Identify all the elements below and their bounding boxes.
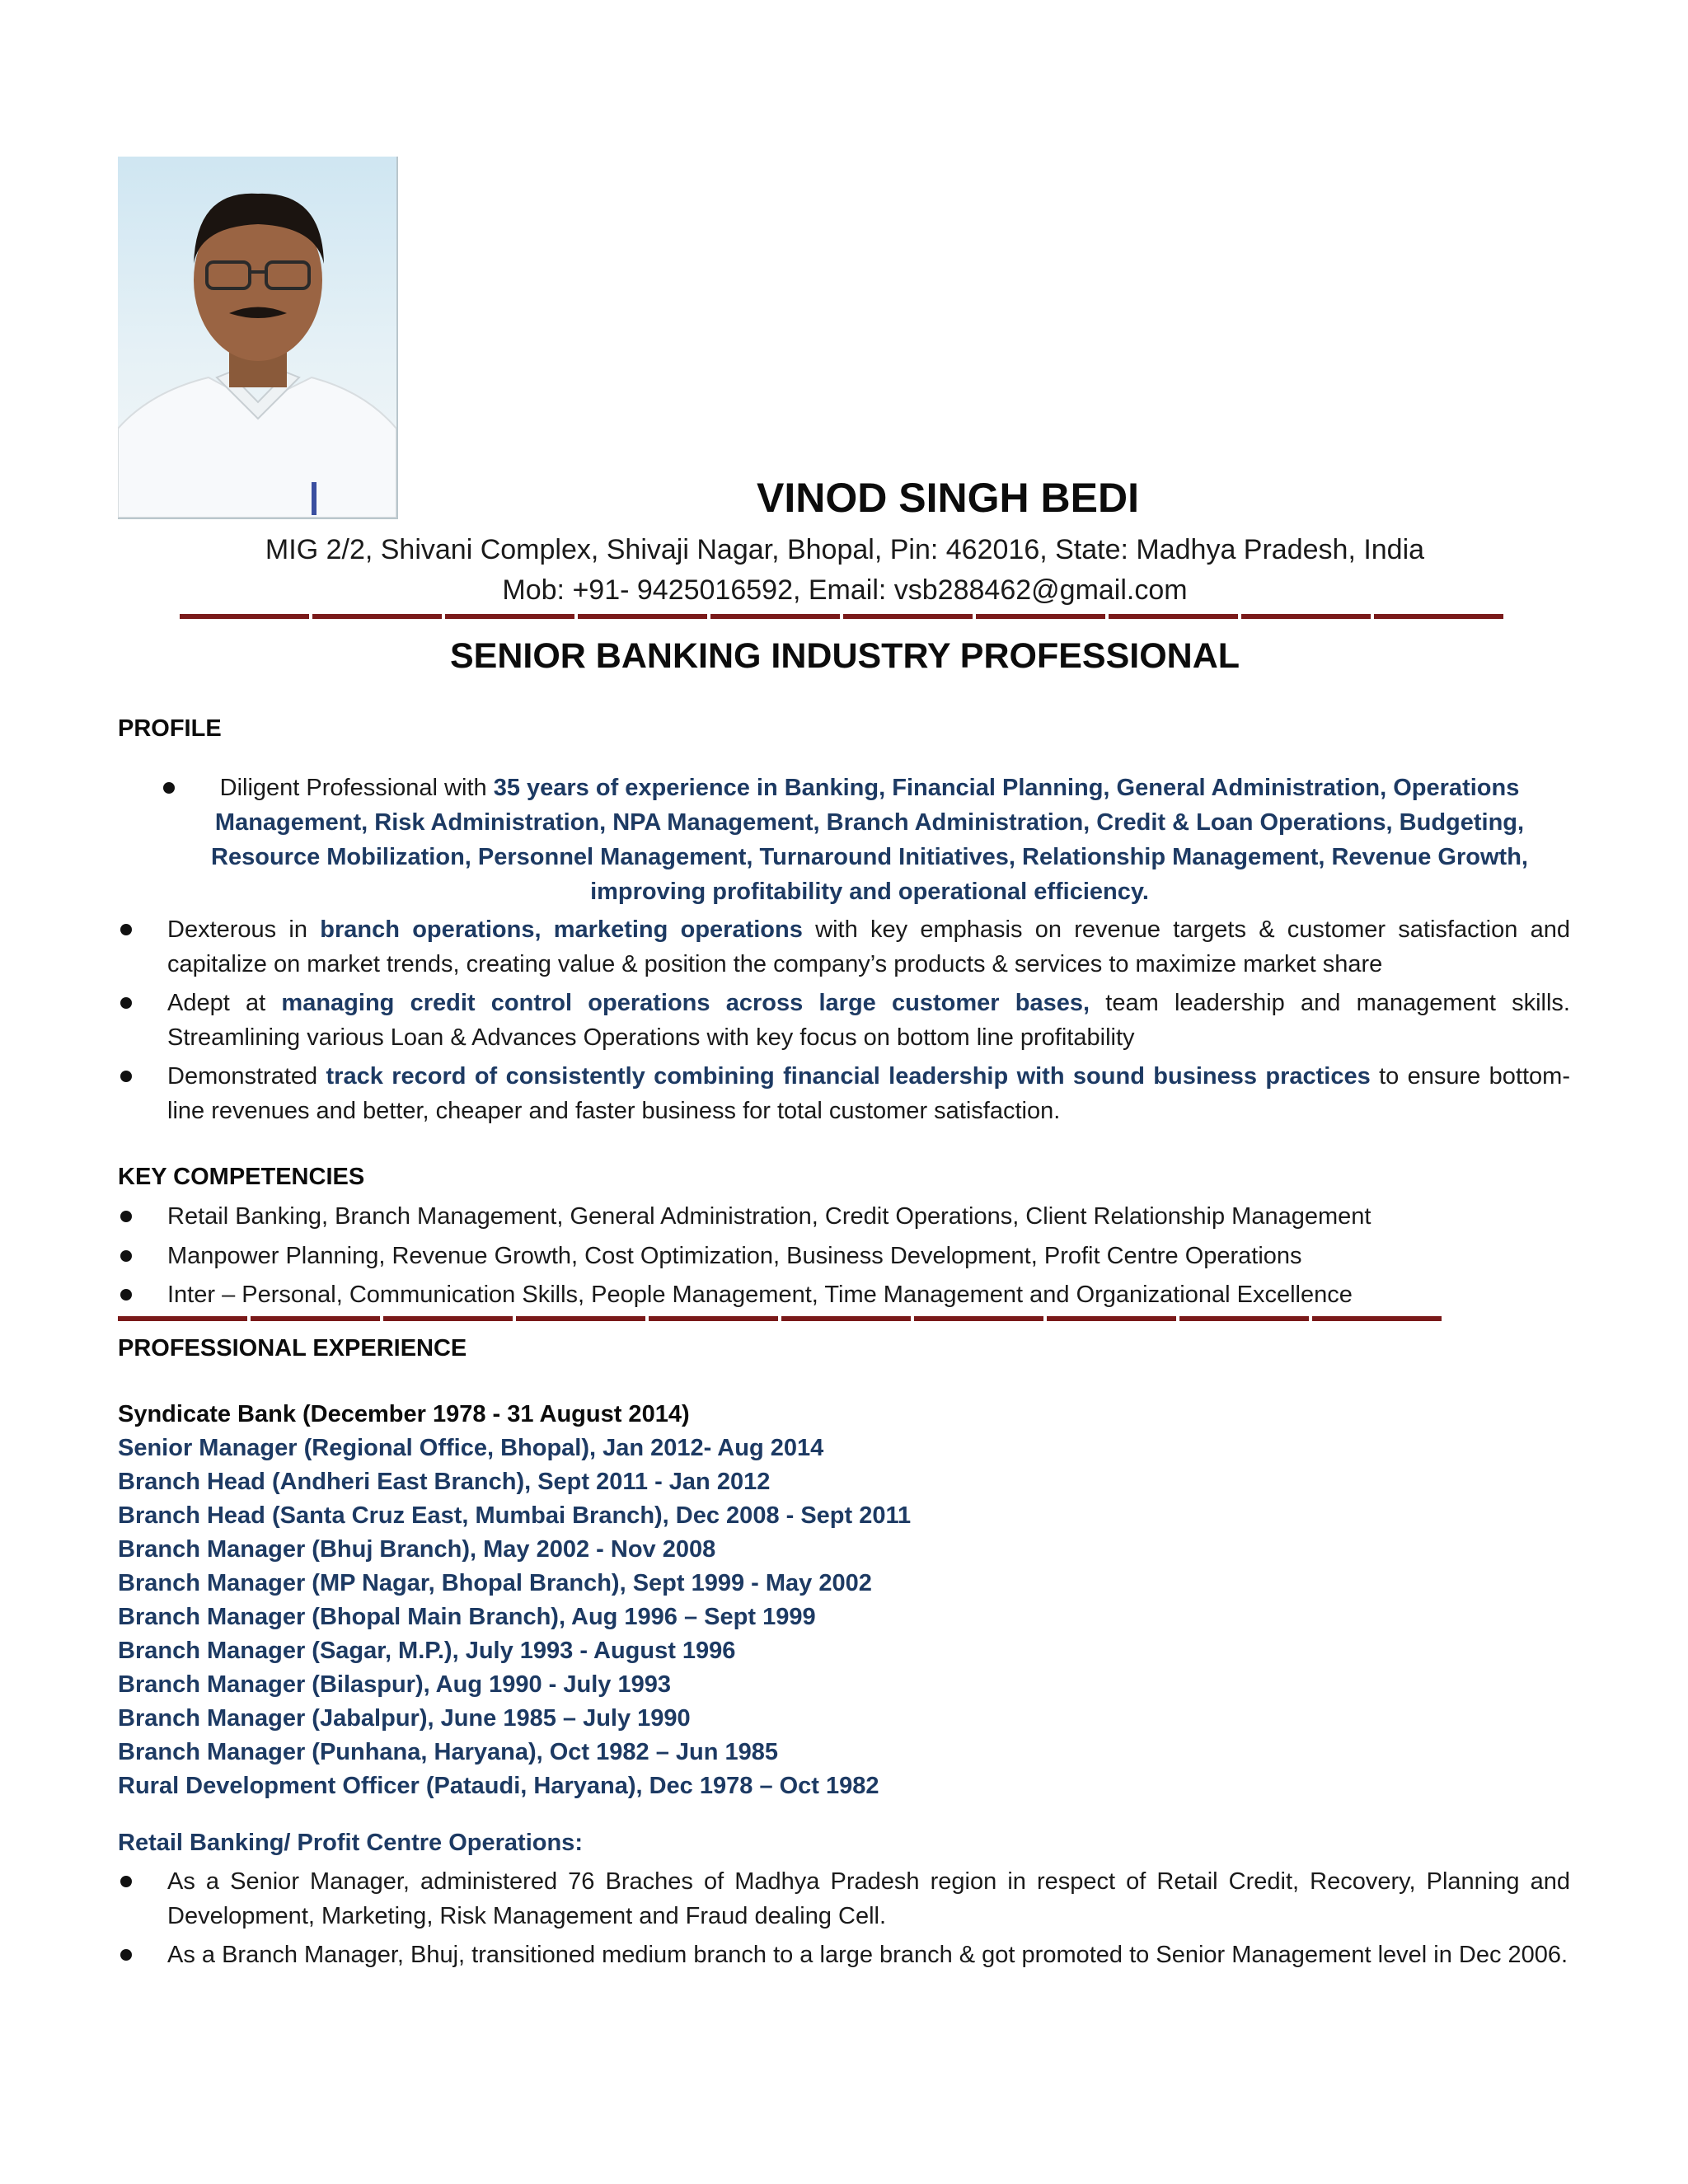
address-line: MIG 2/2, Shivani Complex, Shivaji Nagar, Bhopal, Pin: 462016, State: Madhya Pradesh, India xyxy=(265,534,1425,565)
employer-name: Syndicate Bank (December 1978 - 31 August 2014) xyxy=(118,1401,690,1427)
bullet-icon xyxy=(120,1250,132,1262)
competencies-divider xyxy=(118,1316,1445,1321)
bullet-icon xyxy=(120,1289,132,1301)
profile-bullet-4-text: Demonstrated xyxy=(167,1063,326,1090)
profile-bullet-1 xyxy=(190,771,1550,909)
profile-bullet-4-rest: to ensure bottom-line revenues and better, cheaper and faster business for total customer satisfaction. xyxy=(167,1063,1570,1124)
profile-bullet-2-highlight: branch operations, marketing operations xyxy=(320,916,803,943)
competency-text: Inter – Personal, Communication Skills, People Management, Time Management and Organizational Excellence xyxy=(167,1282,1353,1308)
role-item: Branch Manager (Sagar, M.P.), July 1993 - August 1996 xyxy=(118,1638,736,1664)
profile-bullet-1-text: Diligent Professional with xyxy=(219,775,494,801)
retail-item-text: As a Senior Manager, administered 76 Braches of Madhya Pradesh region in respect of Retail Credit, Recovery, Planning and Development, Marketing, Risk Management and Fraud dealing Cell. xyxy=(167,1868,1570,1929)
profile-bullet-3-text: Adept at xyxy=(167,990,282,1016)
role-item: Branch Head (Santa Cruz East, Mumbai Branch), Dec 2008 - Sept 2011 xyxy=(118,1502,912,1529)
profile-bullet-3 xyxy=(167,986,1570,1055)
bullet-icon xyxy=(120,1211,132,1222)
profile-bullet-3-highlight: managing credit control operations across large customer bases, xyxy=(281,990,1090,1016)
profile-bullet-2-rest: with key emphasis on revenue targets & customer satisfaction and capitalize on market trends, creating value & position the company’s products & services to maximize market share xyxy=(167,916,1571,977)
bullet-icon xyxy=(120,1949,132,1961)
portrait-image xyxy=(118,157,396,518)
competency-item xyxy=(167,1239,1570,1273)
profile-bullet-3-rest: team leadership and management skills. Streamlining various Loan & Advances Operations with key focus on bottom line profitability xyxy=(167,990,1570,1051)
header-divider xyxy=(180,614,1507,619)
bullet-icon xyxy=(120,1071,132,1082)
bullet-icon xyxy=(120,997,132,1009)
role-item: Branch Head (Andheri East Branch), Sept 2011 - Jan 2012 xyxy=(118,1469,771,1495)
contact-line: Mob: +91- 9425016592, Email: vsb288462@gmail.com xyxy=(502,574,1188,606)
profile-bullet-2 xyxy=(167,912,1570,982)
role-item: Branch Manager (Bhuj Branch), May 2002 - Nov 2008 xyxy=(118,1536,716,1563)
role-item: Senior Manager (Regional Office, Bhopal), Jan 2012- Aug 2014 xyxy=(118,1435,824,1461)
role-item: Branch Manager (MP Nagar, Bhopal Branch), Sept 1999 - May 2002 xyxy=(118,1570,872,1596)
role-item: Rural Development Officer (Pataudi, Haryana), Dec 1978 – Oct 1982 xyxy=(118,1773,879,1799)
profile-bullet-4 xyxy=(167,1059,1570,1128)
retail-section-title: Retail Banking/ Profit Centre Operations: xyxy=(118,1830,583,1856)
role-item: Branch Manager (Bilaspur), Aug 1990 - July 1993 xyxy=(118,1671,671,1698)
role-item: Branch Manager (Jabalpur), June 1985 – July 1990 xyxy=(118,1705,691,1732)
bullet-icon xyxy=(120,1876,132,1887)
section-title-experience: PROFESSIONAL EXPERIENCE xyxy=(118,1335,467,1361)
section-title-profile: PROFILE xyxy=(118,715,222,742)
candidate-name: VINOD SINGH BEDI xyxy=(757,475,1139,521)
professional-headline: SENIOR BANKING INDUSTRY PROFESSIONAL xyxy=(449,636,1240,676)
role-item: Branch Manager (Bhopal Main Branch), Aug 1996 – Sept 1999 xyxy=(118,1604,816,1630)
competency-text: Manpower Planning, Revenue Growth, Cost Optimization, Business Development, Profit Centre Operations xyxy=(167,1243,1302,1269)
competency-item xyxy=(167,1277,1570,1312)
competency-text: Retail Banking, Branch Management, General Administration, Credit Operations, Client Relationship Management xyxy=(167,1203,1372,1230)
retail-item-text: As a Branch Manager, Bhuj, transitioned medium branch to a large branch & got promoted to Senior Management level in Dec 2006. xyxy=(167,1942,1568,1968)
profile-bullet-1-highlight: 35 years of experience in Banking, Financial Planning, General Administration, Operations Management, Risk Administration, NPA Management, Branch Administration, Credit & Loan Operations, Budgeting, Resource Mobilization, Personnel Management, Turnaround Initiatives, Relationship Management, Revenue Growth, improving profitability and operational efficiency. xyxy=(211,775,1528,905)
retail-item xyxy=(167,1938,1570,1972)
section-title-competencies: KEY COMPETENCIES xyxy=(118,1164,365,1190)
profile-bullet-4-highlight: track record of consistently combining financial leadership with sound business practices xyxy=(326,1063,1371,1090)
profile-bullet-2-text: Dexterous in xyxy=(167,916,321,943)
role-item: Branch Manager (Punhana, Haryana), Oct 1982 – Jun 1985 xyxy=(118,1739,779,1765)
bullet-icon xyxy=(120,924,132,935)
competency-item xyxy=(167,1199,1570,1234)
bullet-icon xyxy=(163,782,175,794)
profile-photo xyxy=(118,157,398,519)
retail-item xyxy=(167,1864,1570,1933)
